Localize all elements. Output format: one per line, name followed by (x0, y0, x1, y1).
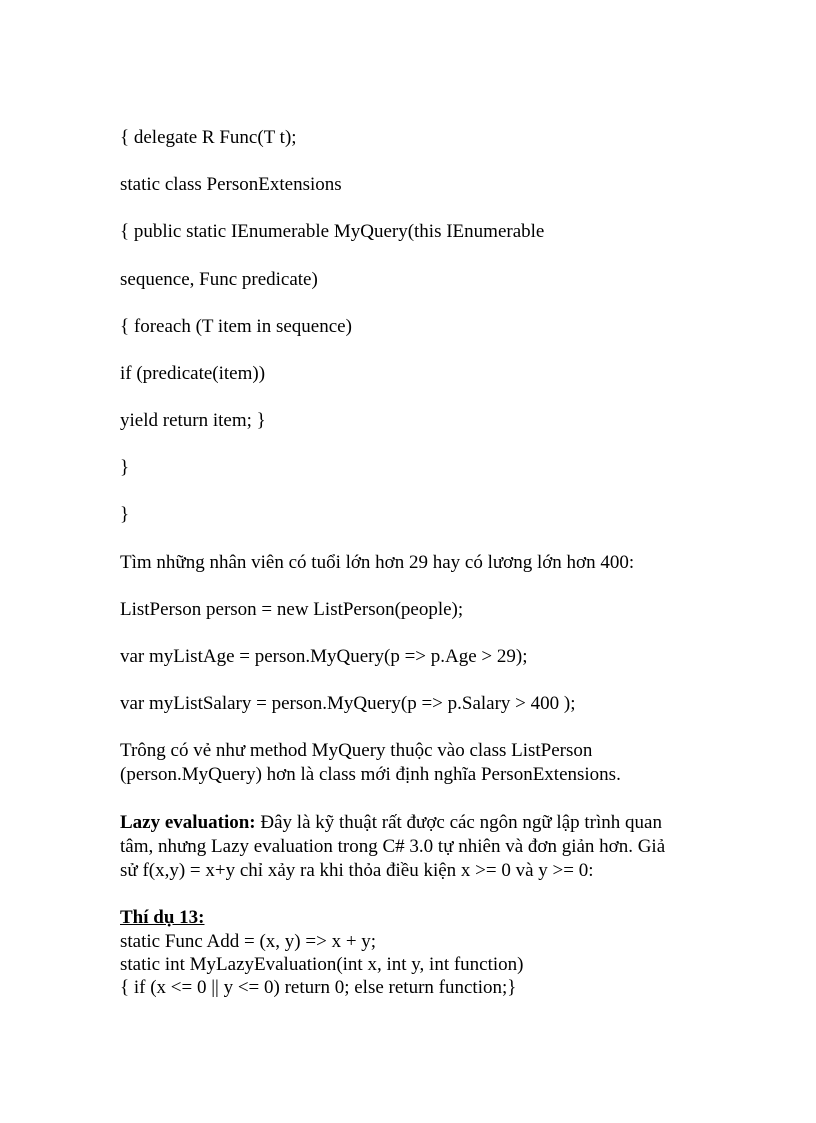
remark-text: Trông có vẻ như method MyQuery thuộc vào class ListPerson (120, 740, 593, 761)
code-line: { if (x <= 0 || y <= 0) return 0; else return function;} (120, 977, 517, 998)
code-line: sequence, Func predicate) (120, 269, 318, 290)
code-line: } (120, 504, 130, 525)
code-line: static class PersonExtensions (120, 174, 342, 195)
code-line: if (predicate(item)) (120, 363, 266, 384)
remark-text: (person.MyQuery) hơn là class mới định nghĩa PersonExtensions. (120, 764, 621, 785)
example-heading: Thí dụ 13: (120, 907, 205, 928)
code-line: ListPerson person = new ListPerson(people); (120, 599, 464, 620)
description-text: Tìm những nhân viên có tuổi lớn hơn 29 hay có lương lớn hơn 400: (120, 552, 635, 573)
lazy-evaluation-text: Đây là kỹ thuật rất được các ngôn ngữ lập trình quan (255, 812, 662, 833)
code-line: static Func Add = (x, y) => x + y; (120, 931, 377, 952)
code-line: { foreach (T item in sequence) (120, 316, 352, 337)
code-line: var myListAge = person.MyQuery(p => p.Age > 29); (120, 646, 528, 667)
lazy-evaluation-term: Lazy evaluation: (120, 812, 256, 833)
code-line: { delegate R Func(T t); (120, 127, 297, 148)
code-line: } (120, 457, 130, 478)
code-line: { public static IEnumerable MyQuery(this IEnumerable (120, 221, 545, 242)
code-line: static int MyLazyEvaluation(int x, int y, int function) (120, 954, 524, 975)
lazy-evaluation-line (120, 811, 662, 835)
code-line: var myListSalary = person.MyQuery(p => p.Salary > 400 ); (120, 693, 576, 714)
code-line: yield return item; } (120, 410, 266, 431)
lazy-evaluation-text: tâm, nhưng Lazy evaluation trong C# 3.0 tự nhiên và đơn giản hơn. Giả (120, 836, 666, 857)
lazy-evaluation-text: sử f(x,y) = x+y chỉ xảy ra khi thỏa điều kiện x >= 0 và y >= 0: (120, 860, 594, 881)
